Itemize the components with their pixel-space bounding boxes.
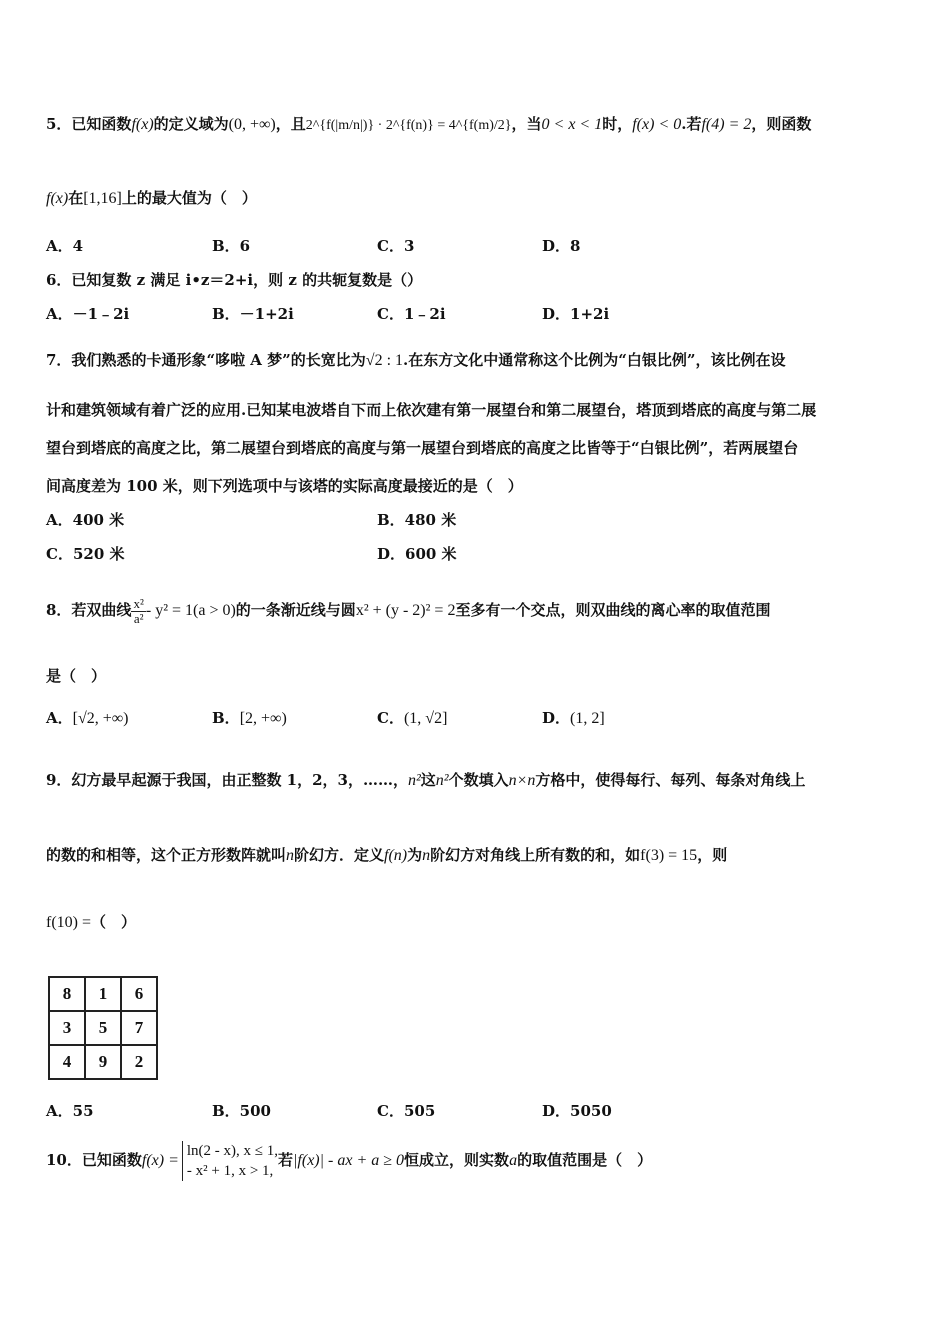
math-fdef: f(x) = xyxy=(141,1152,179,1169)
math-f3: f(3) = 15 xyxy=(640,847,698,864)
q8-option-a[interactable] xyxy=(46,708,129,729)
magic-square-cell: 9 xyxy=(85,1045,121,1079)
q8-line1 xyxy=(46,590,770,631)
q9-text: 个数填入 xyxy=(448,771,509,789)
magic-square-cell: 8 xyxy=(49,977,85,1011)
option-label: D． xyxy=(542,709,571,727)
option-value: [2, +∞) xyxy=(239,710,287,727)
math-fx: f(x) xyxy=(131,116,154,133)
q7-line4: 间高度差为 100 米，则下列选项中与该塔的实际高度最接近的是（ ） xyxy=(46,477,523,495)
q6-option-b[interactable]: B．－1+2i xyxy=(212,305,294,323)
math-circle: x² + (y - 2)² = 2 xyxy=(355,602,456,619)
q8-option-c[interactable] xyxy=(377,708,447,729)
math-equation: 2^{f(|m/n|)} · 2^{f(n)} = 4^{f(m)/2} xyxy=(305,118,512,133)
q9-text: ，则 xyxy=(697,846,728,864)
magic-square-cell: 4 xyxy=(49,1045,85,1079)
magic-square-grid xyxy=(48,976,158,1080)
math-n-by-n: n×n xyxy=(508,772,536,789)
option-value: (1, √2] xyxy=(403,710,448,727)
math-hyperbola: - y² = 1(a > 0) xyxy=(145,602,236,619)
q5-text: 时， xyxy=(602,115,633,133)
q7-option-c[interactable]: C．520 米 xyxy=(46,545,125,563)
q5-text: 5．已知函数 xyxy=(46,115,132,133)
q9-text: 方格中，使得每行、每列、每条对角线上 xyxy=(535,771,806,789)
magic-square-cell: 2 xyxy=(121,1045,157,1079)
math-interval: [1,16] xyxy=(83,190,122,207)
q5-text: ，则函数 xyxy=(751,115,812,133)
option-label: C． xyxy=(377,709,404,727)
q8-option-b[interactable] xyxy=(212,708,287,729)
q8-line2: 是（ ） xyxy=(46,667,107,685)
math-ratio: √2 : 1 xyxy=(365,352,404,369)
q9-text: （ ） xyxy=(91,913,137,931)
q5-option-d[interactable]: D．8 xyxy=(542,237,581,255)
q5-line1 xyxy=(46,114,811,136)
q7-text: 7．我们熟悉的卡通形象“哆啦 A 梦”的长宽比为 xyxy=(46,351,366,369)
case-1: ln(2 - x), x ≤ 1, xyxy=(186,1143,279,1159)
case-2: - x² + 1, x > 1, xyxy=(186,1163,274,1179)
q9-option-d[interactable]: D．5050 xyxy=(542,1102,612,1120)
piecewise-cases xyxy=(182,1141,278,1181)
q10-text: 若 xyxy=(278,1151,294,1169)
q6-stem: 6．已知复数 z 满足 i•z＝2+i，则 z 的共轭复数是（） xyxy=(46,271,423,289)
q9-option-a[interactable]: A．55 xyxy=(46,1102,94,1120)
math-n-squared: n² xyxy=(435,772,449,789)
q9-line2 xyxy=(46,845,727,866)
math-a: a xyxy=(509,1152,518,1169)
option-value: [√2, +∞) xyxy=(72,710,129,727)
q9-line3 xyxy=(46,912,136,933)
q6-option-d[interactable]: D．1+2i xyxy=(542,305,610,323)
q9-text: 9．幻方最早起源于我国，由正整数 1，2，3，……， xyxy=(46,771,408,789)
q5-option-c[interactable]: C．3 xyxy=(377,237,415,255)
q9-option-b[interactable]: B．500 xyxy=(212,1102,271,1120)
q5-text: ，且 xyxy=(275,115,306,133)
q5-text: ，当 xyxy=(511,115,542,133)
q6-option-c[interactable]: C．1﹣2i xyxy=(377,305,446,323)
q9-text: 阶幻方对角线上所有数的和，如 xyxy=(430,846,641,864)
q10-text: 10．已知函数 xyxy=(46,1151,142,1169)
option-label: A． xyxy=(46,709,73,727)
q9-text: 的数的和相等，这个正方形数阵就叫 xyxy=(46,846,287,864)
q10-line1 xyxy=(46,1138,652,1183)
q9-text: 这 xyxy=(420,771,436,789)
q5-text: 上的最大值为（ ） xyxy=(121,189,257,207)
magic-square-cell: 5 xyxy=(85,1011,121,1045)
math-n: n xyxy=(422,847,431,864)
math-n-squared: n² xyxy=(407,772,421,789)
magic-square-cell: 1 xyxy=(85,977,121,1011)
q6-option-a[interactable]: A．－1﹣2i xyxy=(46,305,130,323)
q10-text: 恒成立，则实数 xyxy=(404,1151,510,1169)
q9-text: 阶幻方．定义 xyxy=(294,846,385,864)
math-hyperbola-fraction xyxy=(131,597,145,626)
option-value: (1, 2] xyxy=(570,710,605,727)
math-f10: f(10) = xyxy=(46,914,92,931)
q7-option-a[interactable]: A．400 米 xyxy=(46,511,125,529)
q9-line1 xyxy=(46,770,805,791)
q9-option-c[interactable]: C．505 xyxy=(377,1102,436,1120)
frac-den: a² xyxy=(133,610,144,626)
q5-option-a[interactable]: A．4 xyxy=(46,237,84,255)
math-n: n xyxy=(286,847,295,864)
math-f4: f(4) = 2 xyxy=(701,116,752,133)
q5-text: 的定义域为 xyxy=(153,115,229,133)
math-domain: (0, +∞) xyxy=(228,116,276,133)
magic-square-cell: 7 xyxy=(121,1011,157,1045)
math-negative: f(x) < 0 xyxy=(632,116,682,133)
magic-square-cell: 6 xyxy=(121,977,157,1011)
math-condition: 0 < x < 1 xyxy=(541,116,603,133)
math-inequality: |f(x)| - ax + a ≥ 0 xyxy=(293,1152,405,1169)
option-label: B． xyxy=(212,709,240,727)
q5-text: .若 xyxy=(681,115,702,133)
q10-text: 的取值范围是（ ） xyxy=(517,1151,653,1169)
q7-line3: 望台到塔底的高度之比，第二展望台到塔底的高度与第一展望台到塔底的高度之比皆等于“白银比例”，若两展望台 xyxy=(46,439,799,457)
q5-option-b[interactable]: B．6 xyxy=(212,237,251,255)
q7-text: .在东方文化中通常称这个比例为“白银比例”，该比例在设 xyxy=(403,351,786,369)
magic-square-cell: 3 xyxy=(49,1011,85,1045)
q8-text: 至多有一个交点，则双曲线的离心率的取值范围 xyxy=(455,601,771,619)
q8-option-d[interactable] xyxy=(542,708,605,729)
math-fn: f(n) xyxy=(384,847,408,864)
q9-text: 为 xyxy=(407,846,423,864)
q5-text: 在 xyxy=(68,189,84,207)
frac-num: x² xyxy=(133,595,144,611)
q5-line2 xyxy=(46,188,257,209)
q7-line1 xyxy=(46,350,786,371)
math-fx: f(x) xyxy=(46,190,69,207)
q7-option-d[interactable]: D．600 米 xyxy=(377,545,457,563)
q7-option-b[interactable]: B．480 米 xyxy=(377,511,457,529)
q8-text: 8．若双曲线 xyxy=(46,601,132,619)
q8-text: 的一条渐近线与圆 xyxy=(235,601,356,619)
q7-line2: 计和建筑领域有着广泛的应用.已知某电波塔自下而上依次建有第一展望台和第二展望台，塔顶到塔底的高度与第二展 xyxy=(46,401,817,419)
